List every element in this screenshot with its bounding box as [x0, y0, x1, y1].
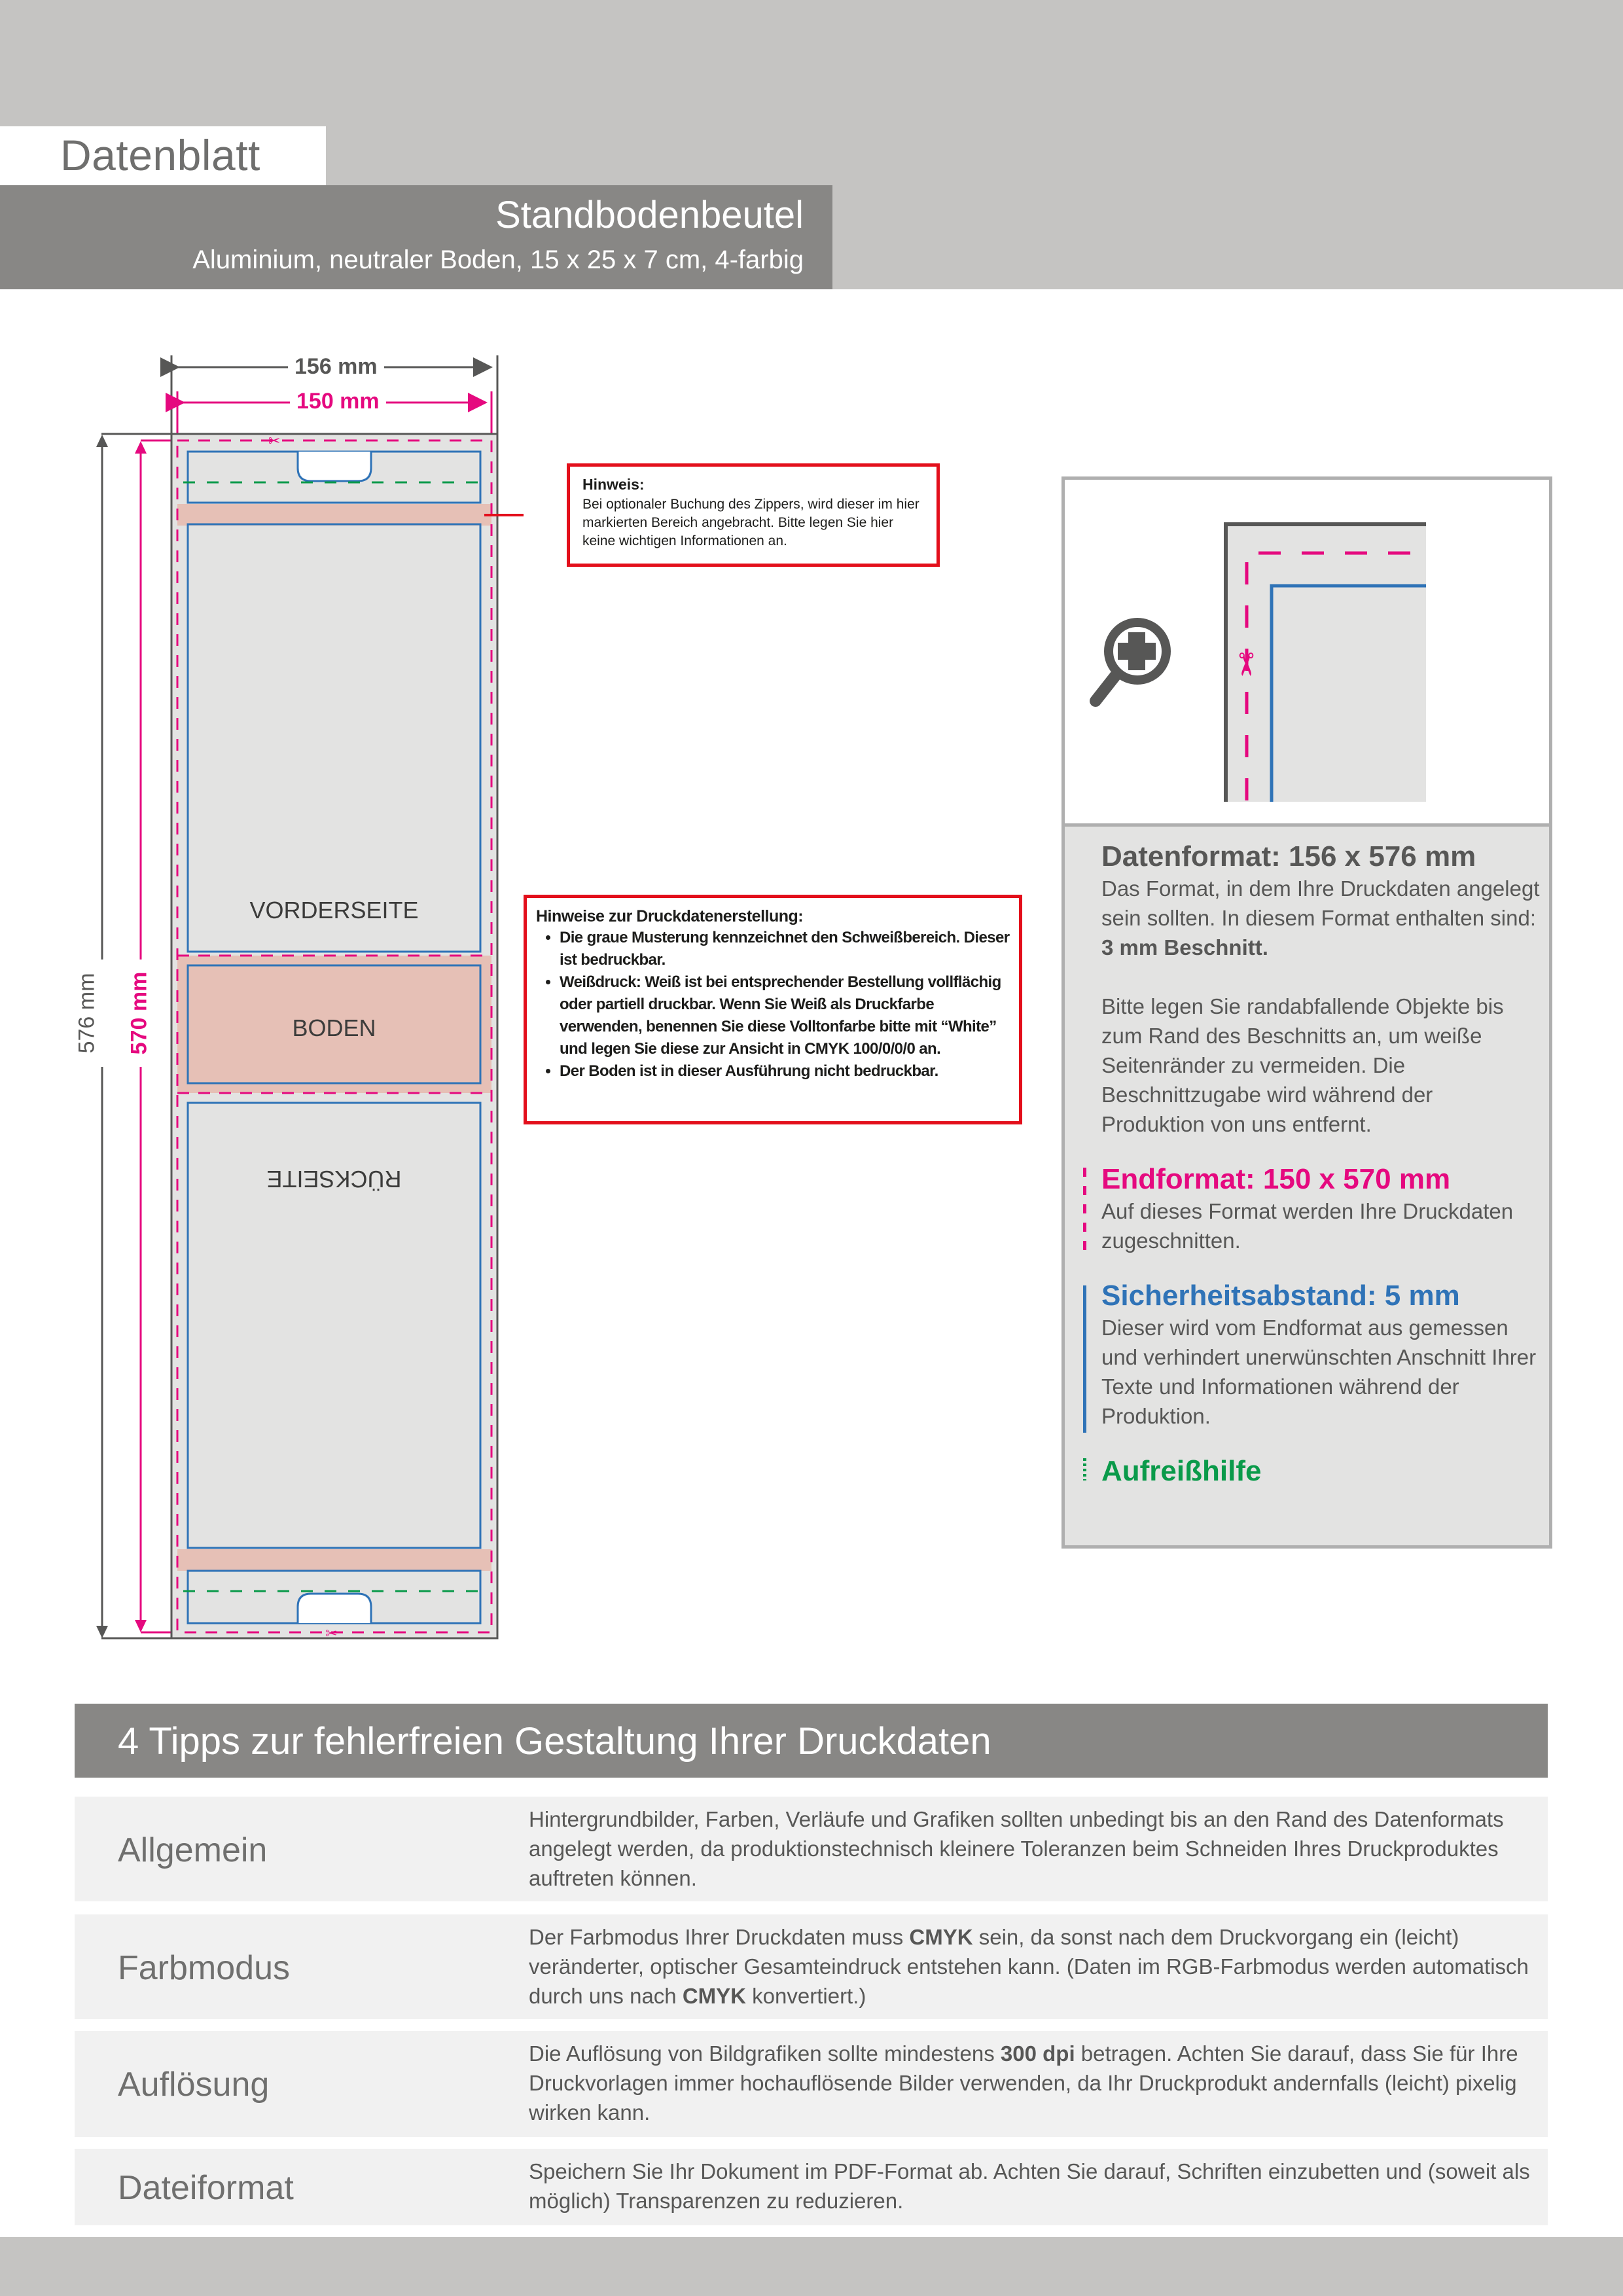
zipper-zone-top — [177, 504, 491, 526]
tip-label: Dateiformat — [118, 2169, 294, 2207]
scissors-icon: ✂ — [325, 1625, 338, 1641]
panel-front-label: VORDERSEITE — [249, 897, 419, 924]
height-total-label: 576 mm — [75, 968, 100, 1059]
tip-row — [75, 1797, 1548, 1901]
safety-text: Dieser wird vom Endformat aus gemessen und verhindert unerwünschten Anschnitt Ihrer Texte und Informationen während der Produktion. — [1101, 1316, 1537, 1428]
tip-row — [75, 2149, 1548, 2225]
width-total-label: 156 mm — [288, 354, 384, 380]
tip-text: Speichern Sie Ihr Dokument im PDF-Format ab. Achten Sie darauf, Schriften einzubetten und (soweit als möglich) Transparenzen zu reduzieren. — [529, 2159, 1530, 2213]
print-notes — [524, 895, 1022, 1124]
tips-title: 4 Tipps zur fehlerfreien Gestaltung Ihrer Druckdaten — [118, 1720, 991, 1763]
safety-title: Sicherheitsabstand: 5 mm — [1101, 1280, 1460, 1312]
scissors-icon: ✂ — [1228, 651, 1262, 678]
zipper-note-title: Hinweis: — [582, 476, 645, 493]
magnifier-plus-icon — [1096, 622, 1166, 701]
doc-type-label: Datenblatt — [60, 131, 260, 179]
tip-text: Der Farbmodus Ihrer Druckdaten muss CMYK sein, da sonst nach dem Druckvorgang ein (leicht) veränderter, optischer Gesamteindruck entstehen kann. (Daten im RGB-Farbmodus werden automatisch durch uns nach CMYK konvertiert.) — [529, 1925, 1529, 2008]
datenformat-text: Das Format, in dem Ihre Druckdaten angelegt sein sollten. In diesem Format enthalten sind: — [1101, 876, 1540, 930]
print-notes-title: Hinweise zur Druckdatenerstellung: — [536, 907, 804, 925]
print-note-item: • Der Boden ist in dieser Ausführung nicht bedruckbar. — [560, 1060, 1018, 1083]
bleed-text: Bitte legen Sie randabfallende Objekte bis zum Rand des Beschnitts an, um weiße Seitenränder zu vermeiden. Die Beschnittzugabe wird während der Produktion von uns entfernt. — [1101, 994, 1504, 1136]
zipper-zone-bottom — [177, 1549, 491, 1571]
format-info-panel — [1061, 476, 1552, 1549]
width-final-label: 150 mm — [290, 389, 386, 414]
endformat-marker — [1083, 1168, 1086, 1253]
tips-header — [75, 1704, 1548, 1778]
tip-label: Allgemein — [118, 1831, 268, 1869]
tip-label: Auflösung — [118, 2066, 270, 2104]
product-spec: Aluminium, neutraler Boden, 15 x 25 x 7 cm, 4-farbig — [192, 245, 804, 274]
tip-row — [75, 2031, 1548, 2137]
product-title: Standbodenbeutel — [495, 194, 804, 236]
tip-row — [75, 1914, 1548, 2019]
hang-hole-bottom — [298, 1594, 371, 1623]
print-note-item: • Weißdruck: Weiß ist bei entsprechender Bestellung vollflächig oder partiell druckbar. Wenn Sie Weiß als Druckfarbe verwenden, benennen Sie diese Volltonfarbe bitte mit “White” und legen Sie diese zur Ansicht in CMYK 100/0/0/0 an. — [560, 971, 1018, 1060]
tip-label: Farbmodus — [118, 1949, 290, 1987]
footer-band — [0, 2237, 1623, 2296]
datenformat-bold: 3 mm Beschnitt. — [1101, 935, 1268, 960]
tear-marker — [1083, 1458, 1086, 1480]
print-note-item: • Die graue Musterung kennzeichnet den Schweißbereich. Dieser ist bedruckbar. — [560, 927, 1018, 971]
tip-text: Hintergrundbilder, Farben, Verläufe und Grafiken sollten unbedingt bis an den Rand des Datenformats angelegt werden, da produktionstechnisch kleinere Toleranzen beim Schneiden Ihres Druckproduktes auftreten können. — [529, 1807, 1504, 1890]
datenformat-title: Datenformat: 156 x 576 mm — [1101, 840, 1476, 872]
endformat-title: Endformat: 150 x 570 mm — [1101, 1163, 1451, 1195]
bag-layout-diagram — [0, 0, 524, 1662]
panel-back-label: RÜCKSEITE — [266, 1166, 402, 1193]
corner-detail-view — [1065, 480, 1549, 827]
tip-text: Die Auflösung von Bildgrafiken sollte mindestens 300 dpi betragen. Achten Sie darauf, dass Sie für Ihre Druckvorlagen immer hochauflösende Bilder verwenden, da Ihr Druckprodukt andernfalls (leicht) pixelig wirken kann. — [529, 2041, 1518, 2125]
panel-bottom-label: BODEN — [292, 1014, 376, 1041]
endformat-text: Auf dieses Format werden Ihre Druckdaten zugeschnitten. — [1101, 1199, 1514, 1253]
zipper-note — [567, 463, 940, 567]
height-final-label: 570 mm — [127, 967, 152, 1060]
hang-hole-top — [298, 452, 371, 481]
scissors-icon: ✂ — [268, 433, 281, 449]
zipper-note-body: Bei optionaler Buchung des Zippers, wird dieser im hier markierten Bereich angebracht. Bitte legen Sie hier keine wichtigen Informationen an. — [582, 497, 919, 548]
tear-title: Aufreißhilfe — [1101, 1455, 1262, 1487]
safety-marker — [1083, 1285, 1086, 1433]
